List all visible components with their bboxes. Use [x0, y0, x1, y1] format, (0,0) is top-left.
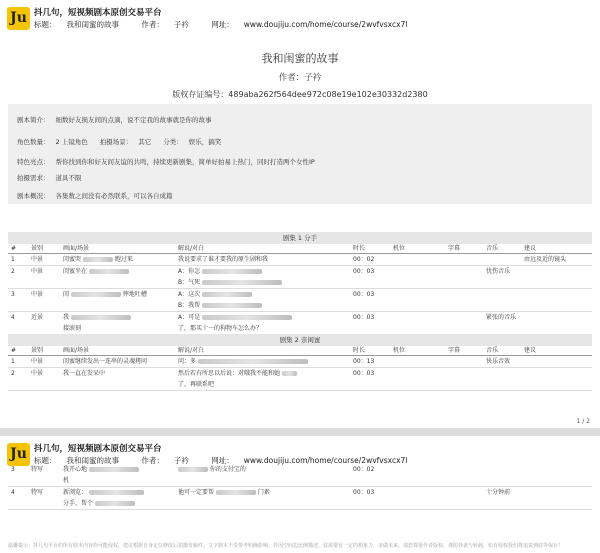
logo: Ju — [7, 443, 30, 466]
author-meta: 作者： 子衿 — [141, 456, 189, 465]
page-header — [0, 0, 600, 37]
overview-row: 剧本概况： 各集数之间没有必然联系，可以各自成篇 — [17, 192, 173, 200]
table-row: 1 中景 闺蜜哭 跑过来 我说要求了谁才要我的原生剧和我 00：02 由远及近的镜头 — [8, 254, 592, 266]
intro-row: 剧本简介： 细数好友损友间的点滴，说不定我的故事就是你的故事 — [17, 116, 212, 124]
document-title: 我和闺蜜的故事 — [261, 52, 339, 65]
episode-title: 剧集 2 亲闺蜜 — [8, 334, 592, 346]
episode-2-continued-table — [8, 464, 592, 510]
requirement-row: 拍摄需求： 道具不限 — [17, 174, 82, 182]
url-meta[interactable]: 网址： www.doujiju.com/home/course/2wvfvsxcx7l — [211, 456, 408, 465]
page-number: 1 / 2 — [576, 418, 590, 425]
page-2 — [0, 436, 600, 553]
episode-title: 剧集 1 分手 — [8, 232, 592, 244]
table-row: 4 特写 新浏览： 分手，帮个 他可一定要帮 门素 00：03 十分钟前 — [8, 487, 592, 510]
table-row: 2 中景 我一直在发呆中 然后若有所思以后说：对哦我不能和她 了，再联系吧 00：03 — [8, 368, 592, 391]
logo: Ju — [7, 7, 30, 30]
column-header-row: # 景别 画面/场景 解说/对白 时长 机位 字幕 音乐 建议 — [8, 346, 592, 356]
header-meta — [34, 19, 427, 30]
episode-2-table — [8, 334, 592, 391]
author-line: 作者：子衿 — [278, 73, 322, 83]
column-header-row: # 景别 画面/场景 解说/对白 时长 机位 字幕 音乐 建议 — [8, 244, 592, 254]
script-info-box — [8, 104, 592, 204]
table-row: 4 近景 我 接滚刻 A：可是 了，那买十一的狗物车怎么办？ 00：03 紧张的音乐 — [8, 312, 592, 335]
table-row: 3 特写 我开心地 机 你的支付宝的 00：02 — [8, 464, 592, 487]
author-meta: 作者： 子衿 — [141, 20, 189, 29]
certificate-number: 版权存证编号：489aba262f564dee972c08e19e102e30332d2380 — [172, 90, 428, 99]
footer-notice: 温馨提示：抖几句平台的所有剧本内容均可能侵权，建议根据自身定位修改后拍摄发稿件。文字剧本不受参考明确影响。若因空间边比例描述，仅需要有一定的想象力，多做未来，请您尊重作者版权，谨防抄袭与转载，如有侵权我们将追责到底等保存！ — [8, 543, 564, 549]
table-row: 1 中景 闺蜜继续发出一连串的灵魂拷问 问：多 00：13 快乐音效 — [8, 356, 592, 368]
highlight-row: 特色亮点： 帮你找到你和好友间友谊的共鸣，持续更新剧集，简单好拍易上热门，同时打造两个女性IP — [17, 158, 315, 166]
brand-name: 抖几句，短视频剧本原创交易平台 — [34, 444, 162, 454]
episode-1-table — [8, 232, 592, 335]
table-row: 2 中景 闺蜜坐在 A：你怎 B：气死 00：03 忧伤音乐 — [8, 266, 592, 289]
table-row: 3 中景 闺 摔地吐槽 A：这次 B：我帮 00：03 — [8, 289, 592, 312]
title-label: 标题： 我和闺蜜的故事 — [34, 20, 119, 29]
url-meta[interactable]: 网址： www.doujiju.com/home/course/2wvfvsxcx7l — [211, 20, 408, 29]
title-label: 标题： 我和闺蜜的故事 — [34, 456, 119, 465]
brand-name: 抖几句，短视频剧本原创交易平台 — [34, 8, 162, 18]
roles-row: 角色数量： 2 上镜角色 拍摄场景： 其它 分类： 娱乐，搞笑 — [17, 138, 222, 146]
